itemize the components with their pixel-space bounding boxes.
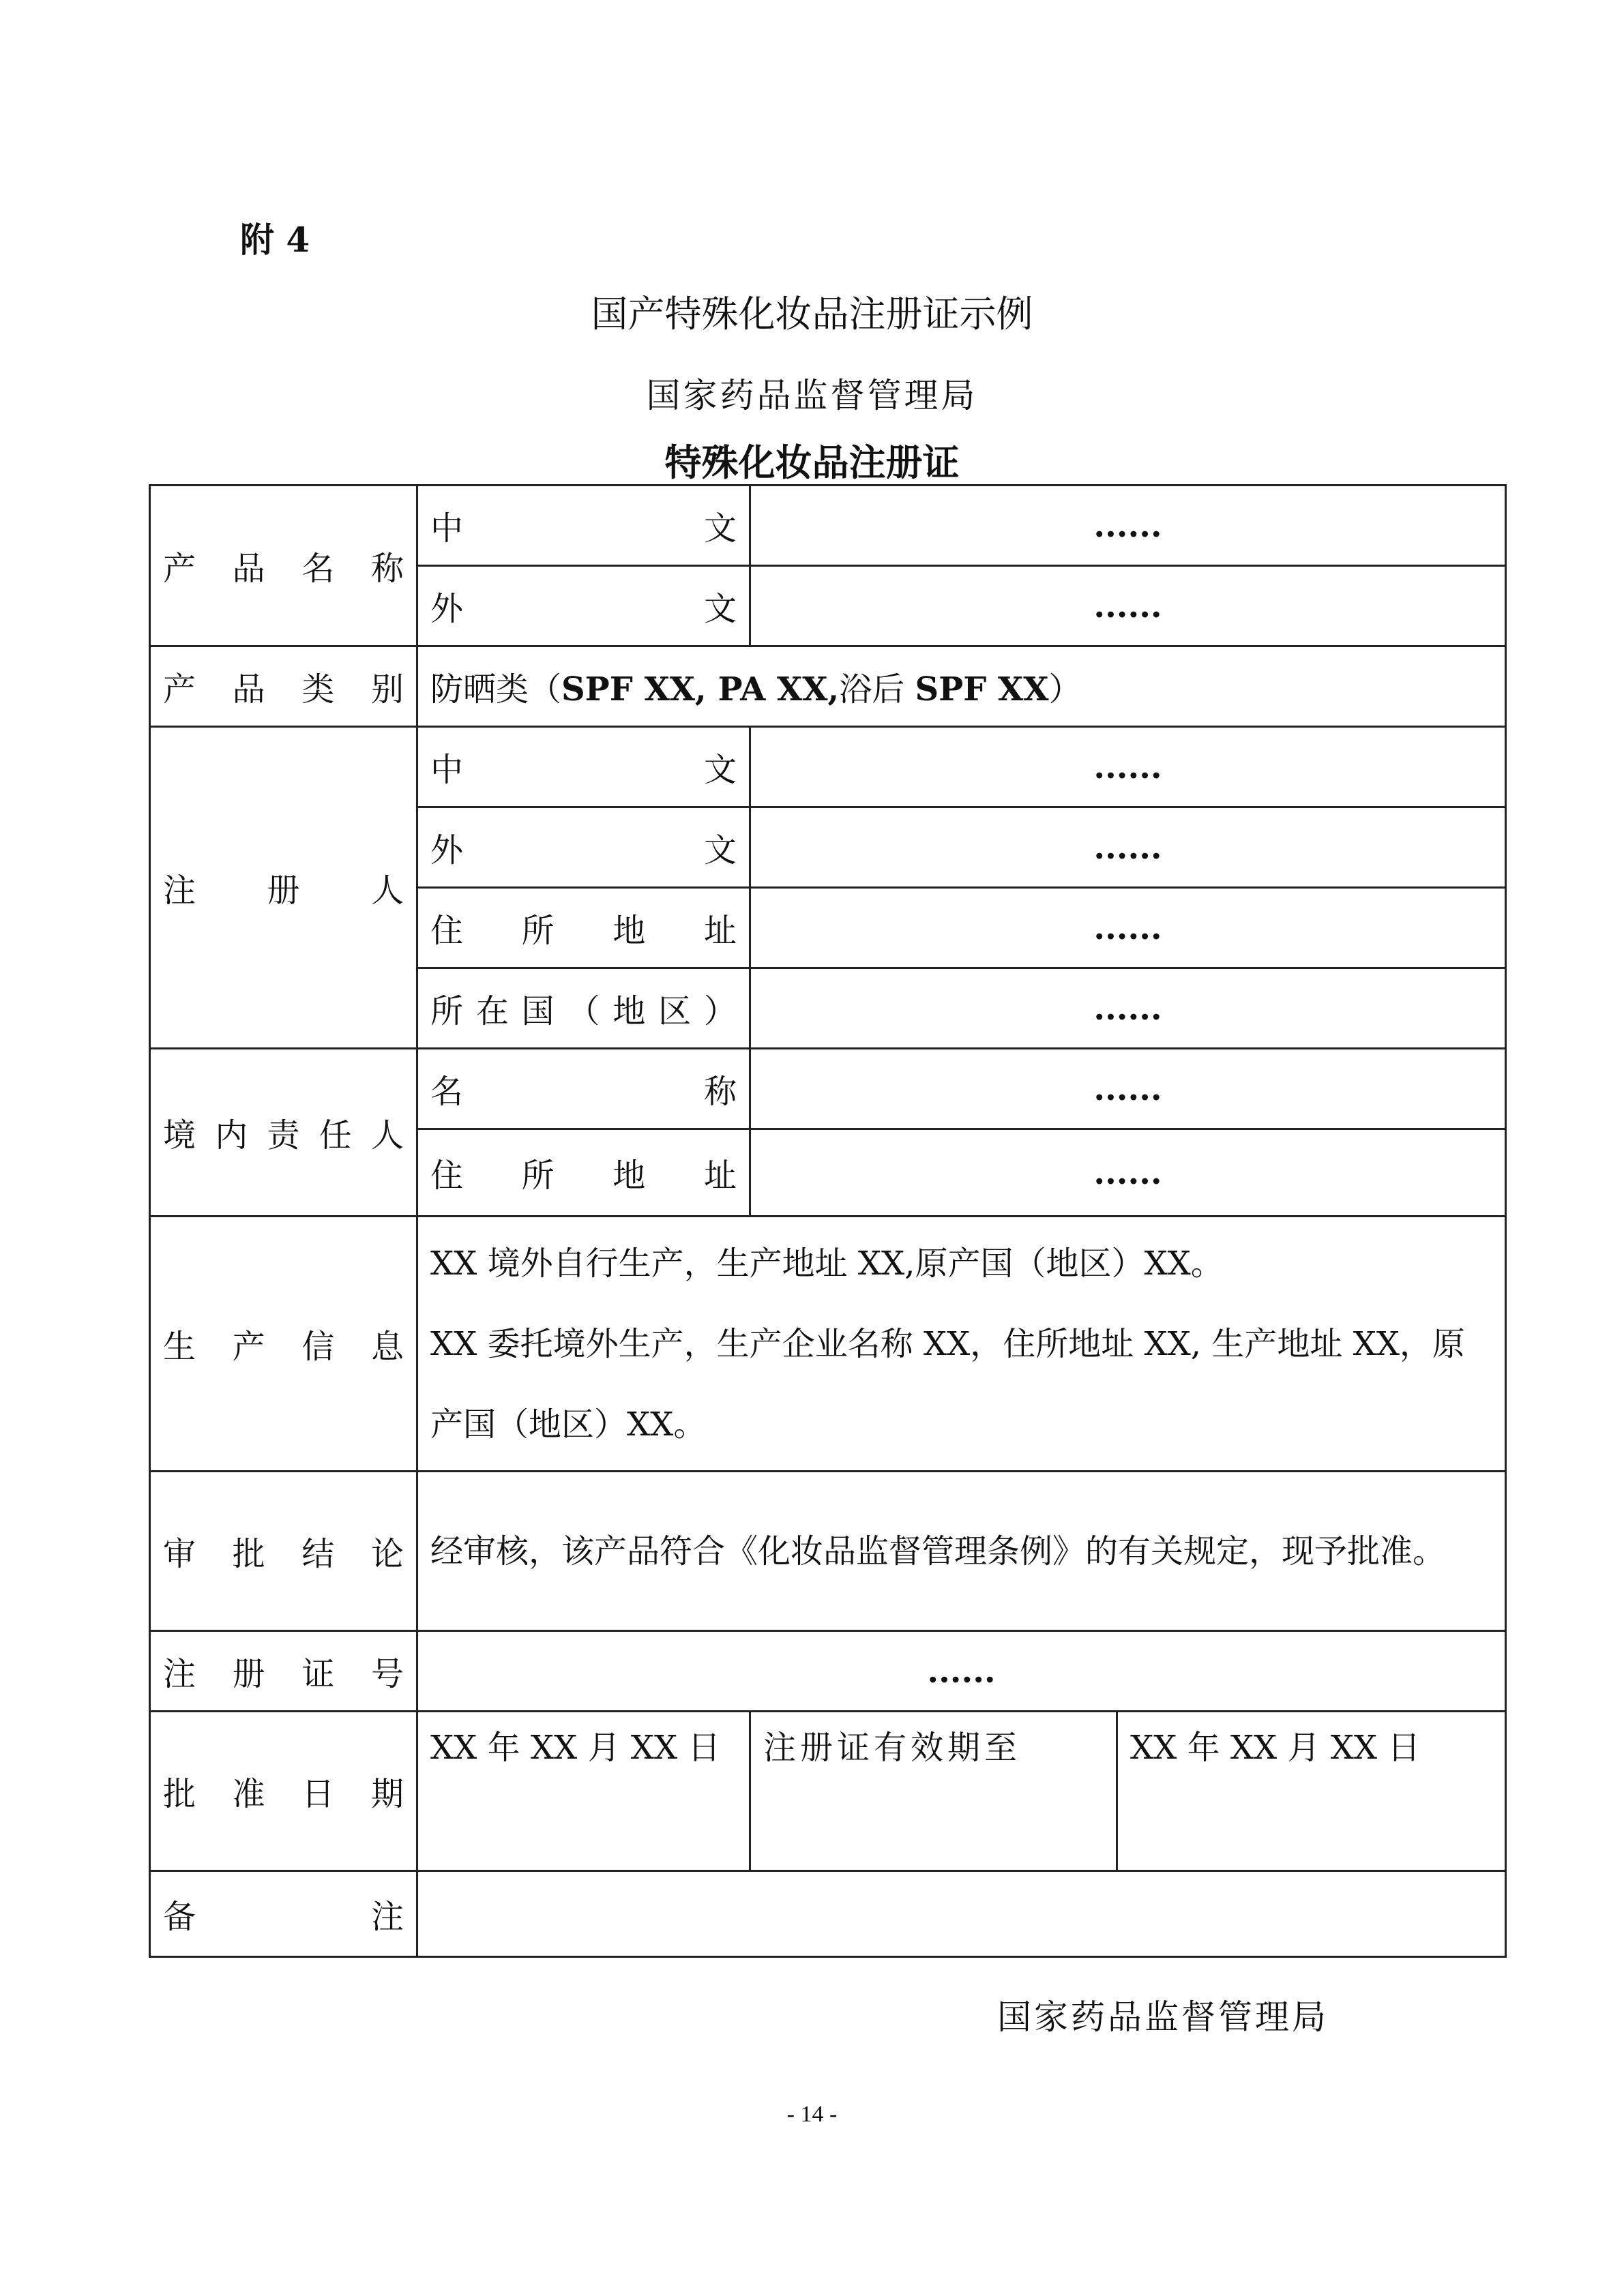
- certificate-title: 特殊化妆品注册证: [664, 441, 960, 484]
- registrant-foreign-label: 外 文: [417, 807, 750, 888]
- approval-conclusion-label: 审 批 结 论: [150, 1472, 417, 1631]
- domestic-agent-address-value: ......: [750, 1129, 1506, 1217]
- product-name-cn-value: ......: [750, 486, 1506, 566]
- remarks-value: [417, 1871, 1506, 1957]
- domestic-agent-address-label: 住 所 地 址: [417, 1129, 750, 1217]
- production-info-label: 生 产 信 息: [150, 1217, 417, 1472]
- registrant-address-value: ......: [750, 888, 1506, 968]
- product-category-label: 产 品 类 别: [150, 646, 417, 727]
- product-name-foreign-value: ......: [750, 566, 1506, 646]
- registration-number-label: 注 册 证 号: [150, 1631, 417, 1712]
- footer-agency: 国家药品监督管理局: [997, 1997, 1329, 2037]
- production-line-2: XX 委托境外生产，生产企业名称 XX，住所地址 XX, 生产地址 XX，原产国（地区）XX。: [430, 1324, 1465, 1444]
- domestic-agent-name-value: ......: [750, 1049, 1506, 1129]
- registration-number-value: ......: [417, 1631, 1506, 1712]
- registrant-cn-value: ......: [750, 727, 1506, 807]
- production-line-1: XX 境外自行生产，生产地址 XX,原产国（地区）XX。: [430, 1244, 1224, 1283]
- registrant-address-label: 住 所 地 址: [417, 888, 750, 968]
- production-info-text: [417, 1217, 1506, 1472]
- page-number: - 14 -: [786, 2102, 838, 2127]
- domestic-agent-name-label: 名 称: [417, 1049, 750, 1129]
- annex-label: 附 4: [240, 220, 310, 260]
- registrant-cn-label: 中 文: [417, 727, 750, 807]
- domestic-agent-label: 境 内 责 任 人: [150, 1049, 417, 1217]
- approval-date-label: 批 准 日 期: [150, 1712, 417, 1871]
- valid-until-label: 注册证有效期至: [750, 1712, 1117, 1871]
- product-name-cn-label: 中 文: [417, 486, 750, 566]
- registrant-foreign-value: ......: [750, 807, 1506, 888]
- certificate-table: [149, 484, 1507, 1958]
- product-category-value: 防晒类（SPF XX, PA XX,浴后 SPF XX）: [417, 646, 1506, 727]
- registrant-country-label: 所 在 国 （ 地 区 ）: [417, 968, 750, 1049]
- approval-conclusion-text: 经审核，该产品符合《化妆品监督管理条例》的有关规定，现予批准。: [417, 1472, 1506, 1631]
- product-name-foreign-label: 外 文: [417, 566, 750, 646]
- registrant-country-value: ......: [750, 968, 1506, 1049]
- remarks-label: 备 注: [150, 1871, 417, 1957]
- product-name-label: 产 品 名 称: [150, 486, 417, 646]
- document-title: 国产特殊化妆品注册证示例: [591, 293, 1033, 336]
- issuing-agency: 国家药品监督管理局: [646, 376, 978, 415]
- valid-until-value: XX 年 XX 月 XX 日: [1117, 1712, 1506, 1871]
- registrant-label: 注 册 人: [150, 727, 417, 1049]
- approval-date-value: XX 年 XX 月 XX 日: [417, 1712, 750, 1871]
